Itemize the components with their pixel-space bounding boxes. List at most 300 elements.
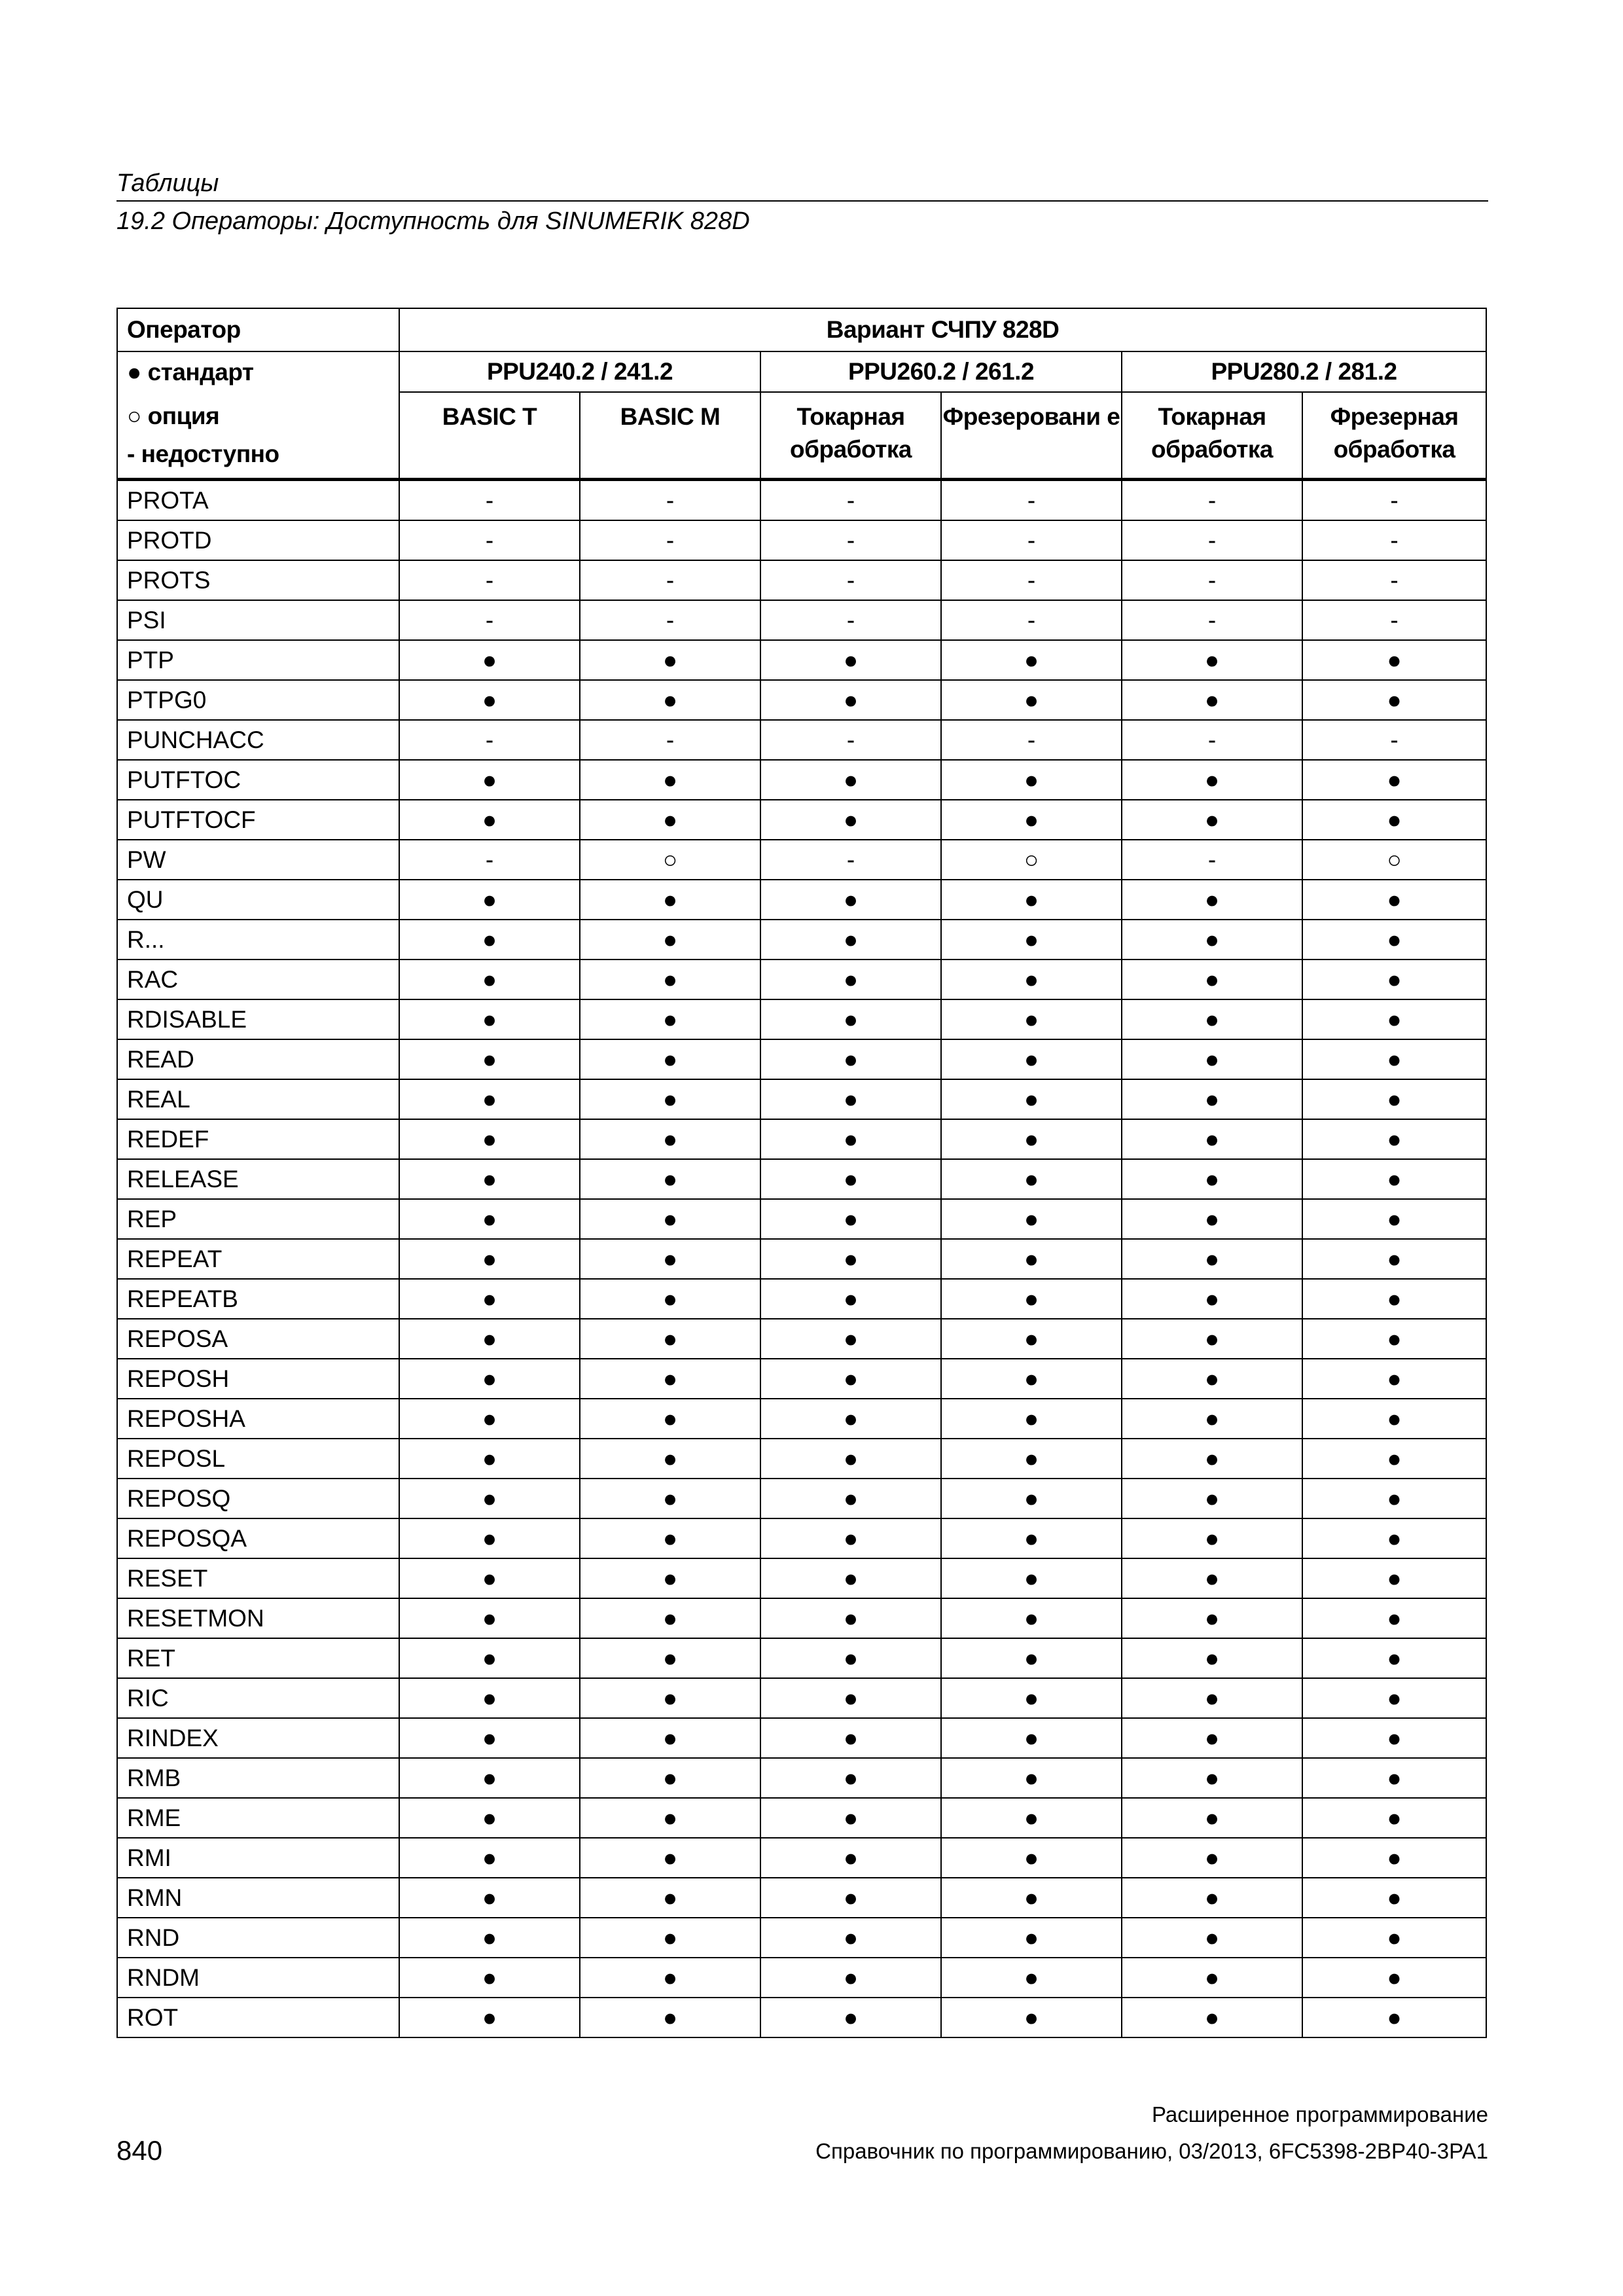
availability-cell: ● — [941, 1479, 1122, 1518]
operator-name: PTP — [117, 640, 399, 680]
availability-cell: ● — [760, 1359, 941, 1399]
availability-cell: ● — [399, 680, 580, 720]
availability-cell: ● — [580, 1239, 760, 1279]
availability-cell: ● — [580, 1439, 760, 1479]
availability-cell: ● — [1122, 1638, 1302, 1678]
availability-cell: ● — [1122, 1678, 1302, 1718]
availability-cell: ● — [941, 1678, 1122, 1718]
availability-cell: ● — [941, 1558, 1122, 1598]
availability-cell: ● — [760, 1958, 941, 1998]
availability-cell: ● — [941, 1518, 1122, 1558]
availability-cell: ● — [760, 1079, 941, 1119]
table-row — [117, 1998, 1486, 2037]
operators-table — [116, 308, 1487, 2038]
availability-cell: ● — [1302, 1279, 1486, 1319]
table-row — [117, 1718, 1486, 1758]
availability-cell: ● — [1122, 1239, 1302, 1279]
table-row — [117, 680, 1486, 720]
availability-cell: - — [399, 520, 580, 560]
availability-cell: ● — [1122, 1199, 1302, 1239]
header-row-1 — [117, 308, 1486, 351]
availability-cell: ● — [580, 1598, 760, 1638]
availability-cell: ● — [580, 1638, 760, 1678]
availability-cell: ● — [1122, 1718, 1302, 1758]
availability-cell: ● — [941, 1439, 1122, 1479]
legend-cell — [117, 392, 399, 480]
table-row — [117, 1439, 1486, 1479]
page-header — [116, 164, 1488, 241]
availability-cell: ● — [941, 1079, 1122, 1119]
availability-cell: ● — [1122, 999, 1302, 1039]
table-row — [117, 720, 1486, 760]
availability-cell: ● — [399, 760, 580, 800]
availability-cell: - — [941, 480, 1122, 521]
availability-cell: ● — [941, 1798, 1122, 1838]
operator-name: PROTA — [117, 480, 399, 521]
availability-cell: ● — [941, 920, 1122, 960]
availability-cell: ● — [399, 1558, 580, 1598]
availability-cell: ● — [941, 680, 1122, 720]
table-row — [117, 960, 1486, 999]
availability-cell: ● — [1302, 760, 1486, 800]
operator-name: RESET — [117, 1558, 399, 1598]
availability-cell: ○ — [941, 840, 1122, 880]
operator-name: REPOSH — [117, 1359, 399, 1399]
availability-cell: ● — [1122, 1079, 1302, 1119]
availability-cell: ● — [399, 1878, 580, 1918]
operator-name: RESETMON — [117, 1598, 399, 1638]
availability-cell: ● — [580, 680, 760, 720]
operator-name: REPOSQ — [117, 1479, 399, 1518]
table-row — [117, 840, 1486, 880]
page-number: 840 — [116, 2135, 163, 2166]
availability-cell: - — [941, 600, 1122, 640]
availability-cell: - — [399, 480, 580, 521]
availability-cell: ● — [941, 880, 1122, 920]
availability-cell: ● — [1302, 1199, 1486, 1239]
operator-name: PW — [117, 840, 399, 880]
availability-cell: ● — [580, 1918, 760, 1958]
availability-cell: ● — [1122, 760, 1302, 800]
availability-cell: ● — [760, 1239, 941, 1279]
availability-cell: ● — [399, 880, 580, 920]
availability-cell: ● — [580, 1319, 760, 1359]
header-row-2 — [117, 351, 1486, 392]
availability-cell: ● — [1122, 1518, 1302, 1558]
availability-cell: ● — [399, 800, 580, 840]
availability-cell: ● — [760, 640, 941, 680]
availability-cell: ● — [580, 1039, 760, 1079]
availability-cell: ● — [1302, 1798, 1486, 1838]
subcolumn-turning-260: Токарная обработка — [760, 392, 941, 480]
table-row — [117, 1598, 1486, 1638]
availability-cell: ● — [1302, 1518, 1486, 1558]
availability-cell: - — [1302, 560, 1486, 600]
availability-cell: ● — [760, 1399, 941, 1439]
footer-title: Расширенное программирование — [1151, 2102, 1488, 2126]
availability-cell: ● — [941, 1638, 1122, 1678]
operator-name: REPOSA — [117, 1319, 399, 1359]
availability-cell: - — [760, 520, 941, 560]
availability-cell: ● — [399, 1399, 580, 1439]
subcolumn-basic-t: BASIC T — [399, 392, 580, 480]
availability-cell: ● — [760, 1998, 941, 2037]
availability-cell: ● — [399, 1598, 580, 1638]
availability-cell: ● — [399, 1518, 580, 1558]
table-row — [117, 1918, 1486, 1958]
availability-cell: ● — [941, 1598, 1122, 1638]
operator-name: PSI — [117, 600, 399, 640]
group-header-ppu240: PPU240.2 / 241.2 — [399, 351, 760, 392]
table-row — [117, 640, 1486, 680]
availability-cell: ● — [399, 1039, 580, 1079]
availability-cell: - — [760, 840, 941, 880]
availability-cell: ● — [1302, 920, 1486, 960]
availability-cell: ● — [1122, 1359, 1302, 1399]
availability-cell: - — [1122, 480, 1302, 521]
availability-cell: - — [1302, 600, 1486, 640]
availability-cell: ● — [399, 1359, 580, 1399]
availability-cell: ● — [760, 1439, 941, 1479]
availability-cell: ● — [1122, 1558, 1302, 1598]
availability-cell: ● — [941, 1279, 1122, 1319]
operator-name: PUTFTOC — [117, 760, 399, 800]
availability-cell: ● — [941, 1319, 1122, 1359]
table-row — [117, 1319, 1486, 1359]
availability-cell: ● — [399, 1958, 580, 1998]
table-row — [117, 1518, 1486, 1558]
table-row — [117, 1838, 1486, 1878]
availability-cell: - — [580, 520, 760, 560]
availability-cell: ● — [1122, 1918, 1302, 1958]
availability-cell: ● — [580, 960, 760, 999]
availability-cell: - — [1122, 560, 1302, 600]
availability-cell: ● — [399, 1838, 580, 1878]
operator-name: RAC — [117, 960, 399, 999]
availability-cell: - — [399, 600, 580, 640]
availability-cell: ● — [941, 999, 1122, 1039]
availability-cell: ● — [1302, 640, 1486, 680]
availability-cell: ● — [1302, 1479, 1486, 1518]
table-row — [117, 1399, 1486, 1439]
operator-name: PROTD — [117, 520, 399, 560]
availability-cell: ● — [760, 880, 941, 920]
table-row — [117, 1359, 1486, 1399]
availability-cell: ● — [760, 1279, 941, 1319]
operator-name: RND — [117, 1918, 399, 1958]
availability-cell: ● — [1302, 1159, 1486, 1199]
availability-cell: - — [399, 840, 580, 880]
operator-name: QU — [117, 880, 399, 920]
availability-cell: - — [941, 520, 1122, 560]
availability-cell: ● — [399, 999, 580, 1039]
operator-name: PROTS — [117, 560, 399, 600]
table-row — [117, 800, 1486, 840]
availability-cell: ● — [399, 1319, 580, 1359]
availability-cell: ● — [580, 1878, 760, 1918]
availability-cell: ● — [941, 1119, 1122, 1159]
table-row — [117, 1079, 1486, 1119]
subcolumn-basic-m: BASIC M — [580, 392, 760, 480]
availability-cell: ● — [1122, 960, 1302, 999]
availability-cell: ● — [941, 800, 1122, 840]
availability-cell: ● — [1122, 1319, 1302, 1359]
availability-cell: - — [1122, 520, 1302, 560]
availability-cell: ● — [760, 960, 941, 999]
availability-cell: ● — [941, 1359, 1122, 1399]
availability-cell: ● — [760, 1558, 941, 1598]
availability-cell: ● — [1302, 1878, 1486, 1918]
availability-cell: ● — [580, 800, 760, 840]
availability-cell: ● — [1122, 1598, 1302, 1638]
table-row — [117, 1479, 1486, 1518]
operator-name: REDEF — [117, 1119, 399, 1159]
operator-name: PUTFTOCF — [117, 800, 399, 840]
operator-name: ROT — [117, 1998, 399, 2037]
subcolumn-milling-280: Фрезерная обработка — [1302, 392, 1486, 480]
availability-cell: ● — [1122, 1958, 1302, 1998]
availability-cell: ● — [1302, 1998, 1486, 2037]
availability-cell: ● — [580, 1399, 760, 1439]
availability-cell: ● — [580, 760, 760, 800]
availability-cell: ● — [399, 1638, 580, 1678]
legend-option: ○ опция — [127, 403, 220, 429]
availability-cell: ● — [580, 1079, 760, 1119]
operator-name: RNDM — [117, 1958, 399, 1998]
section-title: 19.2 Операторы: Доступность для SINUMERIK 828D — [116, 207, 750, 235]
availability-cell: ● — [760, 999, 941, 1039]
operator-name: RIC — [117, 1678, 399, 1718]
variant-header: Вариант СЧПУ 828D — [399, 308, 1486, 351]
availability-cell: ● — [941, 640, 1122, 680]
availability-cell: ● — [580, 1958, 760, 1998]
availability-cell: ● — [941, 760, 1122, 800]
availability-cell: ● — [760, 1918, 941, 1958]
availability-cell: ● — [760, 1598, 941, 1638]
table-row — [117, 1758, 1486, 1798]
availability-cell: ● — [399, 1479, 580, 1518]
availability-cell: ● — [399, 1239, 580, 1279]
availability-cell: ● — [1302, 800, 1486, 840]
availability-cell: ● — [580, 1558, 760, 1598]
availability-cell: ● — [760, 680, 941, 720]
availability-cell: ● — [1302, 1439, 1486, 1479]
availability-cell: ● — [760, 1838, 941, 1878]
availability-cell: ● — [760, 800, 941, 840]
availability-cell: ○ — [1302, 840, 1486, 880]
availability-cell: ● — [1122, 1838, 1302, 1878]
availability-cell: ● — [1122, 920, 1302, 960]
availability-cell: - — [760, 720, 941, 760]
availability-cell: ● — [1302, 1359, 1486, 1399]
availability-cell: ● — [760, 760, 941, 800]
table-row — [117, 1798, 1486, 1838]
availability-cell: ● — [760, 920, 941, 960]
availability-cell: - — [580, 600, 760, 640]
availability-cell: ● — [580, 1119, 760, 1159]
operator-name: RELEASE — [117, 1159, 399, 1199]
table-row — [117, 1199, 1486, 1239]
availability-cell: ● — [399, 1718, 580, 1758]
availability-cell: ● — [580, 1199, 760, 1239]
availability-cell: ● — [1302, 1239, 1486, 1279]
operator-name: REPEAT — [117, 1239, 399, 1279]
table-row — [117, 600, 1486, 640]
table-row — [117, 1039, 1486, 1079]
availability-cell: ● — [760, 1798, 941, 1838]
availability-cell: ● — [1302, 680, 1486, 720]
availability-cell: ● — [1122, 1399, 1302, 1439]
table-row — [117, 560, 1486, 600]
availability-cell: ● — [941, 1039, 1122, 1079]
table-row — [117, 1638, 1486, 1678]
chapter-title: Таблицы — [116, 170, 219, 197]
table-row — [117, 999, 1486, 1039]
availability-cell: ● — [580, 1678, 760, 1718]
availability-cell: ● — [580, 1518, 760, 1558]
table-row — [117, 1159, 1486, 1199]
legend-unavailable: - недоступно — [127, 440, 279, 467]
availability-cell: ● — [1122, 1758, 1302, 1798]
availability-cell: - — [941, 720, 1122, 760]
availability-cell: ● — [760, 1678, 941, 1718]
availability-cell: ● — [941, 1998, 1122, 2037]
availability-cell: ● — [760, 1159, 941, 1199]
availability-cell: ● — [760, 1199, 941, 1239]
availability-cell: ● — [1302, 960, 1486, 999]
availability-cell: - — [580, 480, 760, 521]
operator-name: RME — [117, 1798, 399, 1838]
operator-name: RET — [117, 1638, 399, 1678]
availability-cell: ● — [1302, 1119, 1486, 1159]
availability-cell: ● — [1122, 1479, 1302, 1518]
availability-cell: ● — [1302, 1678, 1486, 1718]
availability-cell: - — [1122, 720, 1302, 760]
availability-cell: ● — [399, 1079, 580, 1119]
table-row — [117, 1678, 1486, 1718]
availability-cell: ● — [1122, 1279, 1302, 1319]
table-row — [117, 1279, 1486, 1319]
availability-cell: ● — [941, 1159, 1122, 1199]
table-row — [117, 1558, 1486, 1598]
availability-cell: - — [1122, 600, 1302, 640]
availability-cell: - — [1302, 520, 1486, 560]
availability-cell: ● — [760, 1319, 941, 1359]
availability-cell: ● — [941, 1758, 1122, 1798]
availability-cell: ● — [1302, 1319, 1486, 1359]
availability-cell: ● — [760, 1878, 941, 1918]
availability-cell: ● — [580, 999, 760, 1039]
availability-cell: ● — [1122, 640, 1302, 680]
operator-name: READ — [117, 1039, 399, 1079]
availability-cell: - — [1302, 480, 1486, 521]
availability-cell: - — [941, 560, 1122, 600]
availability-cell: ● — [399, 1678, 580, 1718]
availability-cell: ● — [399, 1798, 580, 1838]
availability-cell: ● — [399, 1918, 580, 1958]
availability-cell: ● — [399, 920, 580, 960]
availability-cell: - — [399, 560, 580, 600]
availability-cell: ● — [1122, 1439, 1302, 1479]
table-row — [117, 1878, 1486, 1918]
availability-cell: ● — [1302, 1958, 1486, 1998]
availability-cell: ● — [941, 960, 1122, 999]
operator-header: Оператор — [117, 308, 399, 351]
availability-cell: ● — [399, 1279, 580, 1319]
operator-name: REP — [117, 1199, 399, 1239]
table-row — [117, 1119, 1486, 1159]
availability-cell: ○ — [580, 840, 760, 880]
availability-cell: ● — [580, 1998, 760, 2037]
availability-cell: ● — [1122, 1998, 1302, 2037]
availability-cell: ● — [399, 1998, 580, 2037]
availability-cell: ● — [580, 1479, 760, 1518]
availability-cell: ● — [1302, 1918, 1486, 1958]
availability-cell: - — [580, 560, 760, 600]
availability-cell: - — [760, 560, 941, 600]
table-row — [117, 920, 1486, 960]
availability-cell: ● — [760, 1518, 941, 1558]
operator-name: RDISABLE — [117, 999, 399, 1039]
operator-name: REPOSL — [117, 1439, 399, 1479]
availability-cell: ● — [1122, 880, 1302, 920]
availability-cell: ● — [580, 880, 760, 920]
availability-cell: ● — [1302, 1039, 1486, 1079]
availability-cell: - — [399, 720, 580, 760]
availability-cell: ● — [1122, 1159, 1302, 1199]
group-header-ppu260: PPU260.2 / 261.2 — [760, 351, 1122, 392]
availability-cell: - — [580, 720, 760, 760]
table-row — [117, 480, 1486, 521]
subcolumn-turning-280: Токарная обработка — [1122, 392, 1302, 480]
availability-cell: ● — [399, 960, 580, 999]
table-row — [117, 1239, 1486, 1279]
availability-cell: ● — [580, 1279, 760, 1319]
availability-cell: ● — [1302, 1558, 1486, 1598]
availability-cell: ● — [580, 1159, 760, 1199]
availability-cell: ● — [399, 640, 580, 680]
operator-name: REPEATB — [117, 1279, 399, 1319]
operator-name: R... — [117, 920, 399, 960]
availability-cell: ● — [941, 1878, 1122, 1918]
operator-name: PUNCHACC — [117, 720, 399, 760]
availability-cell: ● — [580, 1758, 760, 1798]
availability-cell: ● — [941, 1918, 1122, 1958]
table-row — [117, 760, 1486, 800]
availability-cell: ● — [1122, 1119, 1302, 1159]
availability-cell: ● — [1122, 1878, 1302, 1918]
availability-cell: ● — [1302, 1758, 1486, 1798]
availability-cell: ● — [580, 1718, 760, 1758]
operator-name: RMN — [117, 1878, 399, 1918]
availability-cell: ● — [1302, 1718, 1486, 1758]
availability-cell: - — [1122, 840, 1302, 880]
availability-cell: ● — [1302, 1638, 1486, 1678]
availability-cell: - — [760, 480, 941, 521]
availability-cell: ● — [1302, 1598, 1486, 1638]
availability-cell: ● — [760, 1119, 941, 1159]
table-row — [117, 880, 1486, 920]
availability-cell: ● — [1122, 680, 1302, 720]
availability-cell: ● — [760, 1479, 941, 1518]
availability-cell: ● — [1302, 880, 1486, 920]
availability-cell: ● — [399, 1159, 580, 1199]
availability-cell: ● — [760, 1758, 941, 1798]
operator-name: REAL — [117, 1079, 399, 1119]
availability-cell: - — [1302, 720, 1486, 760]
operator-name: RMI — [117, 1838, 399, 1878]
operator-name: RMB — [117, 1758, 399, 1798]
